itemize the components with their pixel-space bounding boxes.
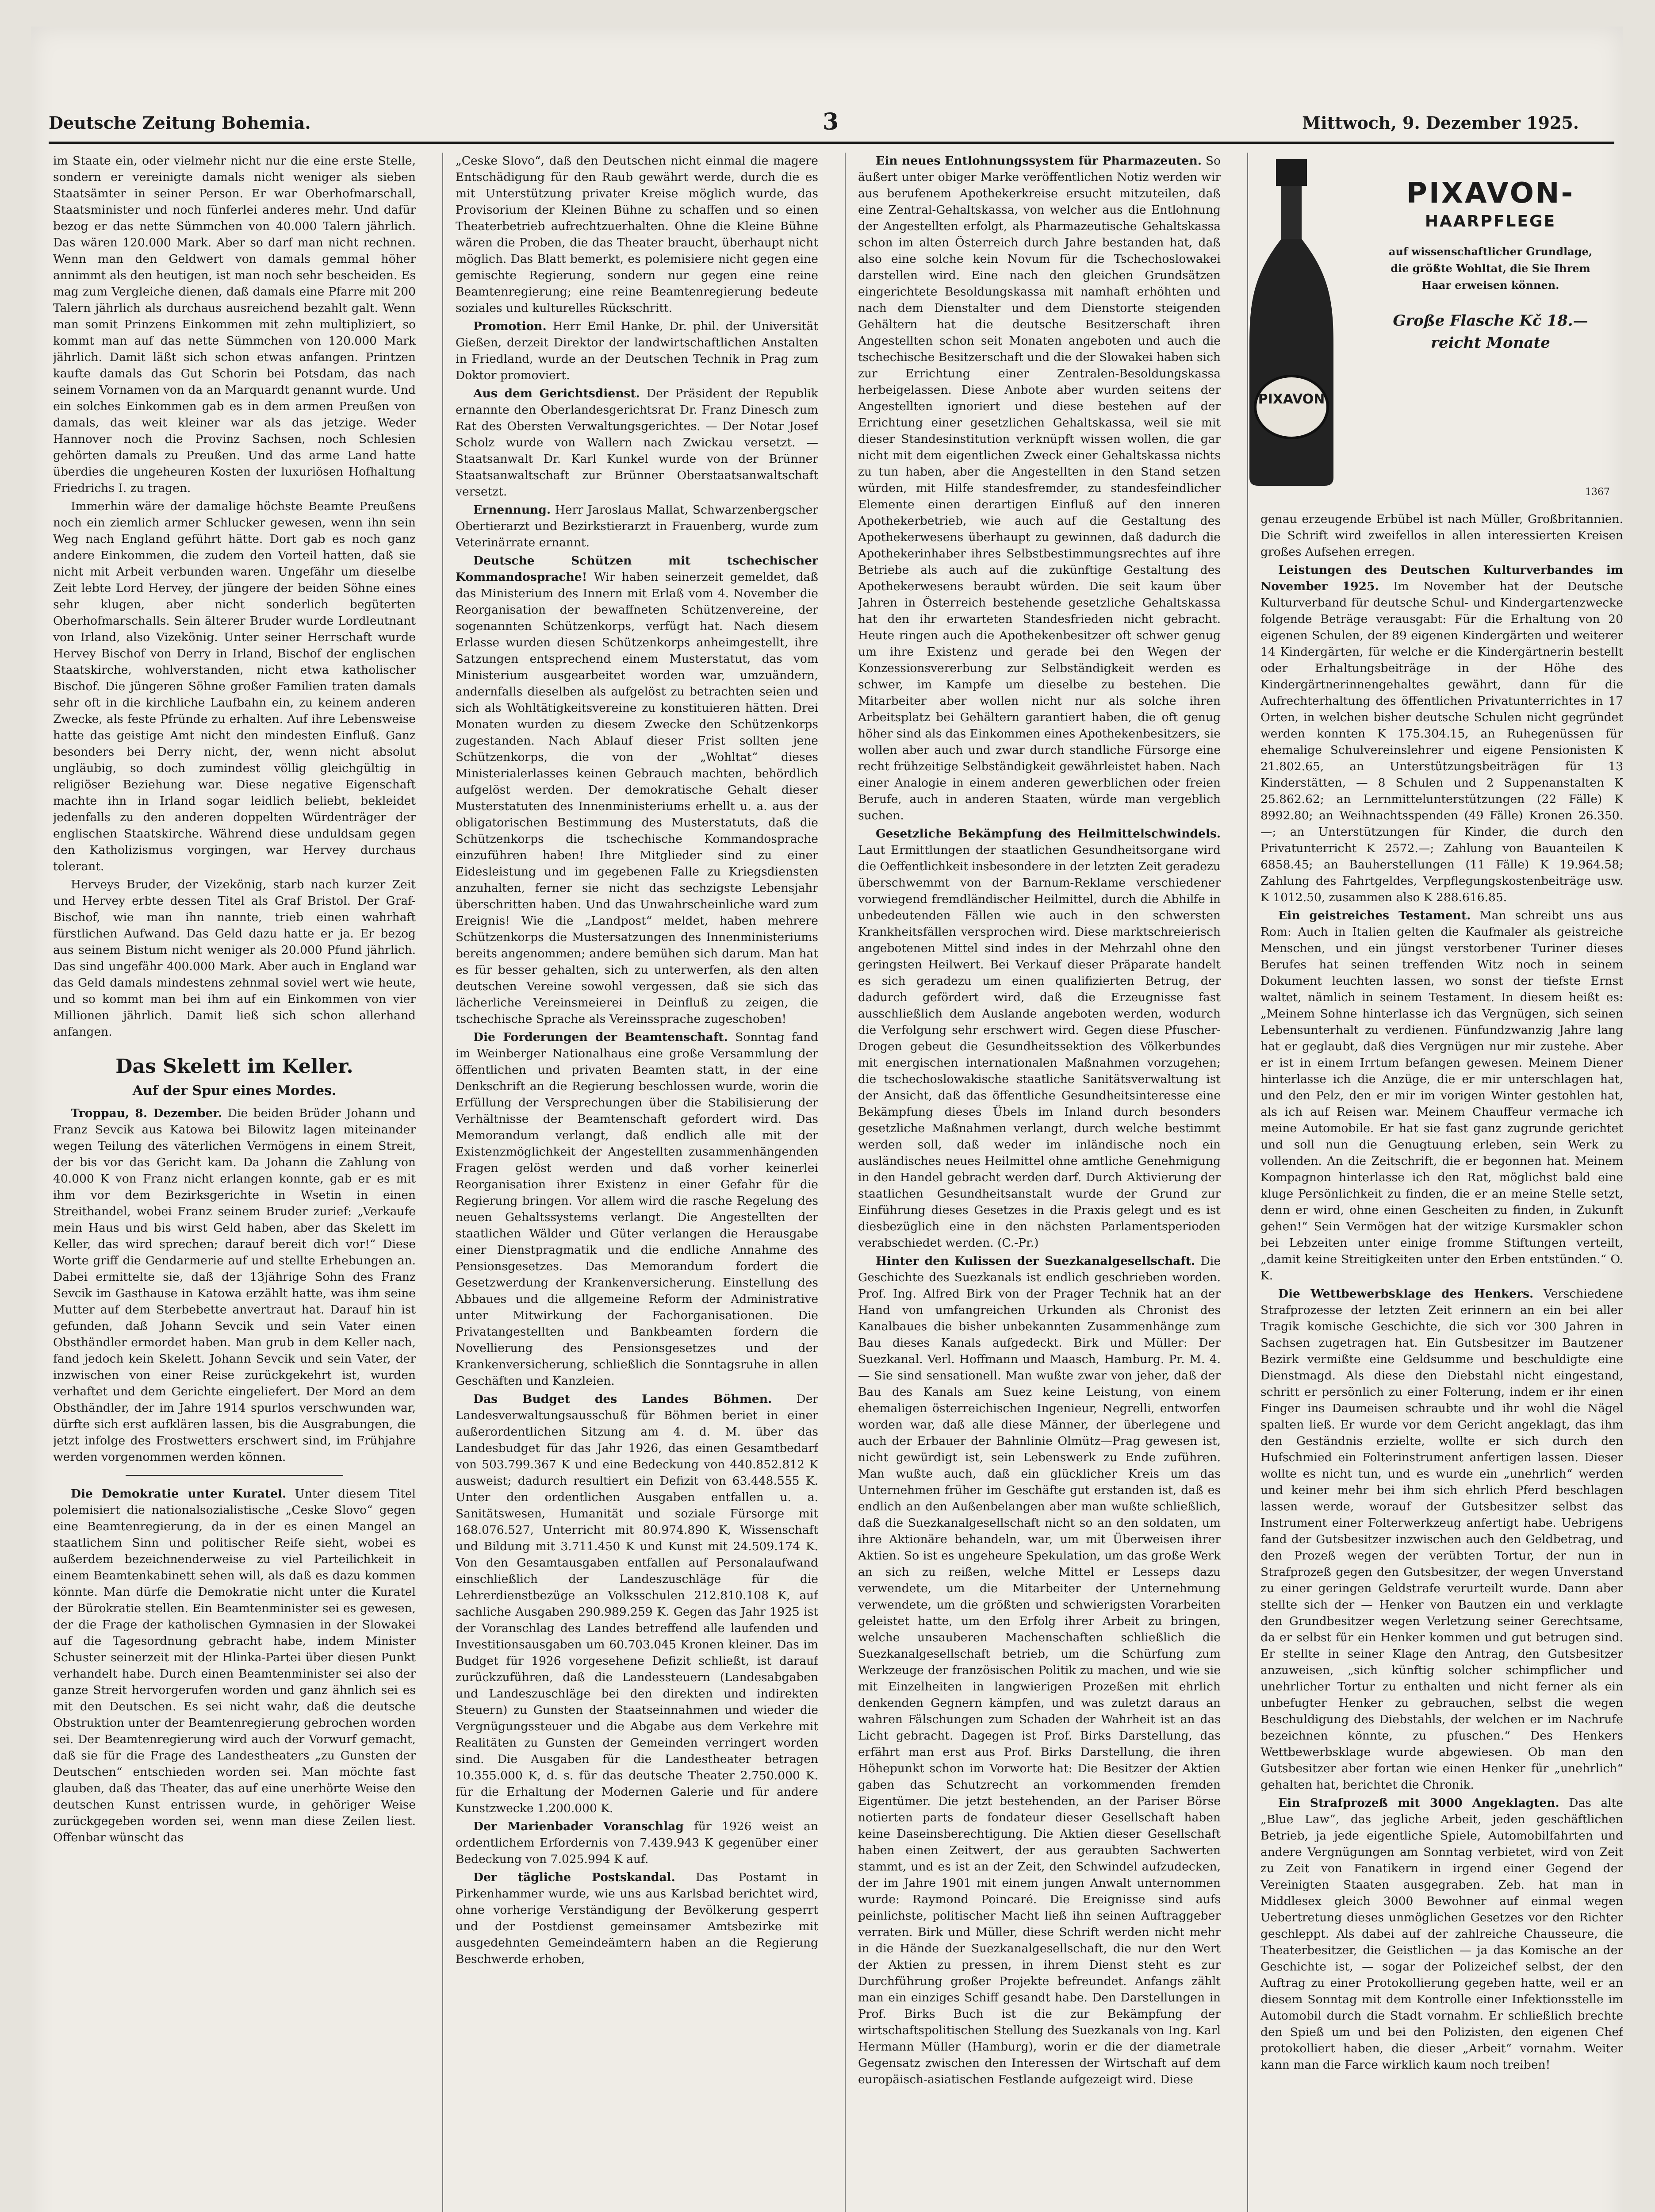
- ad-slogan-line: auf wissenschaftlicher Grundlage,: [1388, 245, 1593, 258]
- paragraph: [53, 1486, 416, 1846]
- section-head: Leistungen des Deutschen Kulturverbandes im November 1925.: [1260, 563, 1623, 593]
- issue-date: Mittwoch, 9. Dezember 1925.: [1302, 113, 1579, 133]
- ad-slogan-line: Haar erweisen können.: [1421, 279, 1559, 292]
- paragraph-text: Laut Ermittlungen der staatlichen Gesundheitsorgane wird die Oeffentlichkeit insbesondere in der letzten Zeit geradezu überschwemmt von der Barnum-Reklame verschiedener vorwiegend fremdländischer Heilmittel, durch die Abhilfe in unbedeutenden Fällen wie auch in den schwersten Krankheitsfällen versprochen wird. Diese marktschreierisch angebotenen Mittel sind indes in der Mehrzahl ohne den geringsten Heilwert. Bei Verkauf dieser Präparate handelt es sich geradezu um einen qualifizierten Betrug, der dadurch gefördert wird, daß die Erzeugnisse fast ausschließlich dem Auslande angeboten werden, wodurch die Verfolgung sehr erschwert wird. Gegen diese Pfuscher-Drogen gebeut die Gesundheitssektion des Völkerbundes mit energischen internationalen Maßnahmen vorzugehen; die tschechoslowakische staatliche Sanitätsverwaltung ist der Ansicht, daß das öffentliche Gesundheitsinteresse eine Bekämpfung dieses Übels im Inland durch besonders gesetzliche Maßnahmen verlangt, durch welche bestimmt werden soll, daß weder im inländische noch ein ausländisches neues Heilmittel ohne amtliche Genehmigung in den Handel gebracht werden darf. Durch Aktivierung der staatlichen Gesundheitsanstalt wurde der Grund zur Einführung dieses Gesetzes in die Praxis gelegt und es ist diesbezüglich eine in den nächsten Parlamentsperioden verabschiedet werden. (C.-Pr.): [858, 843, 1221, 1250]
- section-head: Die Forderungen der Beamtenschaft.: [473, 1030, 728, 1044]
- paragraph-text: Die beiden Brüder Johann und Franz Sevcik aus Katowa bei Bilowitz lagen miteinander wegen Teilung des väterlichen Vermögens in einem Streit, der bis vor das Gericht kam. Da Johann die Zahlung von 40.000 K von Franz nicht erlangen konnte, gab er es mit ihm vor dem Bezirksgerichte in Wsetin in einen Streithandel, wobei Franz seinem Bruder zurief: „Verkaufe mein Haus und bis wirst Geld haben, aber das Skelett im Keller, das wird sprechen; darauf bereit dich vor!“ Diese Worte griff die Gendarmerie auf und stellte Erhebungen an. Dabei ermittelte sie, daß der 13jährige Sohn des Franz Sevcik im Gasthause in Katowa erzählt hatte, was ihm seine Mutter auf dem Sterbebette anvertraut hat. Darauf hin ist gefunden, daß Johann Sevcik und sein Vater einen Obsthändler ermordet haben. Man grub in dem Keller nach, fand jedoch kein Skelett. Johann Sevcik und sein Vater, der inzwischen von einer Reise zurückgekehrt ist, wurden verhaftet und dem Gerichte eingeliefert. Der Mord an dem Obsthändler, der im Jahre 1914 spurlos verschwunden war, dürfte sich erst aufklären lassen, bis die Ausgrabungen, die jetzt infolge des Frostwetters erschwert sind, im Frühjahre werden vorgenommen werden können.: [53, 1106, 416, 1464]
- dateline: Troppau, 8. Dezember.: [71, 1106, 222, 1120]
- ad-slogan: [1367, 243, 1614, 294]
- paragraph: [456, 1391, 818, 1816]
- paragraph: [456, 502, 818, 551]
- ad-code: 1367: [1585, 487, 1610, 498]
- paragraph: [1260, 907, 1623, 1284]
- section-head: Gesetzliche Bekämpfung des Heilmittelschwindels.: [876, 827, 1221, 841]
- paragraph: [456, 1869, 818, 1967]
- paragraph: [456, 553, 818, 1027]
- paragraph: [53, 1105, 416, 1465]
- paragraph: [1260, 1795, 1623, 2073]
- paragraph-text: Der Präsident der Republik ernannte den Oberlandesgerichtsrat Dr. Franz Dinesch zum Rat des Obersten Verwaltungsgerichtes. — Der Notar Josef Scholz wurde von Wallern nach Zwickau versetzt. — Staatsanwalt Dr. Karl Kunkel wurde von der Brünner Staatsanwaltschaft zur Brünner Oberstaatsanwaltschaft versetzt.: [456, 387, 818, 499]
- paragraph-text: Der Landesverwaltungsausschuß für Böhmen beriet in einer außerordentlichen Sitzung am 4. d. M. über das Landesbudget für das Jahr 1926, das einen Gesamtbedarf von 503.799.367 K und eine Bedeckung von 440.852.812 K ausweist; dadurch resultiert ein Defizit von 63.448.555 K. Unter den ordentlichen Ausgaben entfallen u. a. Sanitätswesen, Humanität und soziale Fürsorge mit 168.076.527, Unterricht mit 80.974.890 K, Wissenschaft und Bildung mit 3.711.450 K und Kunst mit 24.509.174 K. Von den Gesamtausgaben entfallen auf Personalaufwand einschließlich der Landeszuschläge für die Lehrerdienstbezüge an Volksschulen 212.810.108 K, auf sachliche Ausgaben 290.989.259 K. Gegen das Jahr 1925 ist der Voranschlag des Landes betreffend alle laufenden und Investitionsausgaben um 60.703.045 Kronen kleiner. Das im Budget für 1926 vorgesehene Defizit schließt, ist darauf zurückzuführen, daß die Landessteuern (Landesabgaben und Landeszuschläge bei den direkten und indirekten Steuern) zu Gunsten der Staatseinnahmen und wieder die Vergnügungssteuer und die Abgabe aus dem Verkehre mit Realitäten zu Gunsten der Gemeinden verringert worden sind. Die Ausgaben für die Landestheater betragen 10.355.000 K, d. s. für das deutsche Theater 2.750.000 K. für die Erhaltung der Modernen Galerie und für andere Kunstzwecke 1.200.000 K.: [456, 1392, 818, 1815]
- bottle-illustration: [1245, 159, 1338, 487]
- paragraph: „Ceske Slovo“, daß den Deutschen nicht einmal die magere Entschädigung für den Raub gewährt werde, durch die es mit Unterstützung privater Kreise möglich wurde, das Provisorium der Kleinen Bühne zu schaffen und so einen Theaterbetrieb aufrechtzuerhalten. Ohne die Kleine Bühne wären die Proben, die das Theater braucht, überhaupt nicht möglich. Das Blatt bemerkt, es polemisiere nicht gegen eine gemischte Regierung, sondern nur gegen eine reine Beamtenregierung; eine reine Beamtenregierung bedeute soziales und kulturelles Rückschritt.: [456, 154, 818, 315]
- bottle-label: PIXAVON: [1258, 392, 1325, 407]
- ad-slogan-line: die größte Wohltat, die Sie Ihrem: [1391, 262, 1590, 275]
- paragraph-text: Man schreibt uns aus Rom: Auch in Italien gelten die Kaufmaler als geistreiche Menschen, und ein jüngst verstorbener Turiner dieses Berufes hat seinen treffenden Witz noch in seinem Dokument leuchten lassen, wo sonst der tiefste Ernst waltet, nämlich in seinem Testament. In diesem heißt es: „Meinem Sohne hinterlasse ich das Vergnügen, sich seinen Lebensunterhalt zu verdienen. Fünfundzwanzig Jahre lang hat er geglaubt, daß dies Vergnügen nur mir zustehe. Aber er ist in einem Irrtum befangen gewesen. Meinem Diener hinterlasse ich die Anzüge, die er mir unterschlagen hat, und den Pelz, den er mir im vorigen Winter gestohlen hat, als ich auf Reisen war. Meinem Chauffeur vermache ich meine Automobile. Er hat sie fast ganz zugrunde gerichtet und soll nun die Genugtuung erleben, sein Werk zu vollenden. An die Zeitschrift, die er begonnen hat. Meinem Kompagnon hinterlasse ich den Rat, möglichst bald eine kluge Persönlichkeit zu finden, die er an meine Stelle setzt, denn er wird, ohne einen Gescheiten zu finden, in Zukunft gehen!“ Sein Vermögen hat der witzige Kursmakler schon bei Lebzeiten unter einige fromme Stiftungen verteilt, „damit keine Streitigkeiten unter den Erben entstünden.“ O. K.: [1260, 909, 1623, 1283]
- section-head: Der tägliche Postskandal.: [473, 1870, 675, 1884]
- article-title: Das Skelett im Keller.: [115, 1055, 353, 1078]
- divider: [126, 1475, 343, 1476]
- paragraph: [1260, 562, 1623, 906]
- column-divider: [442, 153, 443, 2212]
- paragraph-text: für 1926 weist an ordentlichem Erfordernis von 7.439.943 K gegenüber einer Bedeckung von 7.025.994 K auf.: [456, 1820, 818, 1866]
- ad-subtitle: HAARPFLEGE: [1425, 212, 1556, 230]
- section-head: Ernennung.: [473, 503, 551, 517]
- ad-price-line: Große Flasche Kč 18.—: [1393, 312, 1588, 330]
- paragraph-text: Unter diesem Titel polemisiert die nationalsozialistische „Ceske Slovo“ gegen eine Beamtenregierung, da in der es einen Mangel an staatlichem Sinn und politischer Reife sieht, wobei es außerdem bezeichnenderweise zu viel Parteilichkeit in einem Beamtenkabinett sehen will, als daß es dazu kommen könnte. Man dürfe die Demokratie nicht unter die Kuratel der Bürokratie stellen. Ein Beamtenminister sei es gewesen, der die Frage der katholischen Gymnasien in der Slowakei auf die Tagesordnung gebracht habe, indem Minister Schuster seinerzeit mit der Hlinka-Partei über diesen Punkt verhandelt habe. Durch einen Beamtenminister sei also der ganze Streit hervorgerufen worden und ganz ähnlich sei es mit den Deutschen. Es sei nicht wahr, daß die deutsche Obstruktion unter der Beamtenregierung gebrochen worden sei. Der Beamtenregierung wird auch der Vorwurf gemacht, daß sie für die Frage des Landestheaters „zu Gunsten der Deutschen“ entschieden worden sei. Man möchte fast glauben, daß das Theater, das auf eine unerhörte Weise den deutschen Kunst entrissen wurde, in gehöriger Weise zurückgegeben worden sei, wenn man diese Zeilen liest. Offenbar wünscht das: [53, 1487, 416, 1844]
- paragraph-text: Wir haben seinerzeit gemeldet, daß das Ministerium des Innern mit Erlaß vom 4. November die Reorganisation der bewaffneten Schützenvereine, der sogenannten Schützenkorps, verfügt hat. Nach diesem Erlasse wurden diesen Schützenkorps anheimgestellt, ihre Satzungen entsprechend einem Musterstatut, das vom Ministerium ausgearbeitet worden war, umzuändern, andernfalls dieselben als aufgelöst zu betrachten seien und sich als Wohltätigkeitsvereine zu konstituieren hätten. Drei Monaten wurden zu diesem Zwecke den Schützenkorps zugestanden. Nach Ablauf dieser Frist sollten jene Schützenkorps, die von der „Wohltat“ dieses Ministerialerlasses keinen Gebrauch machten, behördlich aufgelöst werden. Der demokratische Gehalt dieser Musterstatuten des Innenministeriums erhellt u. a. aus der obligatorischen Bestimmung des Musterstatuts, daß die Schützenkorps die tschechische Kommandosprache einzuführen haben! Ihre Mitglieder sind zu einer Eidesleistung und im gegebenen Falle zu Kriegsdiensten anzuhalten, ferner sie nicht das sechzigste Lebensjahr überschritten haben. Und das Unwahrscheinliche ward zum Ereignis! Wie die „Landpost“ meldet, haben mehrere Schützenkorps die Mustersatzungen des Innenministeriums bereits angenommen; andere bemühen sich darum. Man hat es für besser gehalten, sich zu unterwerfen, als den alten deutschen Vereine sowohl vergessen, daß sie sich das lächerliche Vereinsmeierei in Deinfluß zu zeigen, die tschechische Sprache als Vereinssprache zugeschoben!: [456, 570, 818, 1026]
- paragraph: [858, 153, 1221, 824]
- column-divider: [845, 153, 846, 2212]
- section-head: Der Marienbader Voranschlag: [473, 1820, 684, 1833]
- paragraph: Herveys Bruder, der Vizekönig, starb nach kurzer Zeit und Hervey erbte dessen Titel als Graf Bristol. Der Graf-Bischof, wie man ihn nannte, trieb einen wahrhaft fürstlichen Aufwand. Das Geld dazu hatte er ja. Er bezog aus seinem Bistum nicht weniger als 20.000 Pfund jährlich. Das sind ungefähr 400.000 Mark. Aber auch in England war das Geld damals mindestens zehnmal soviel wert wie heute, und so kommt man bei ihm auf ein Einkommen von vier Millionen jährlich. Damit ließ sich schon allerhand anfangen.: [53, 878, 416, 1039]
- section-head: Ein neues Entlohnungssystem für Pharmazeuten.: [876, 154, 1202, 168]
- paragraph: [858, 1253, 1221, 2088]
- page-header: [49, 108, 1614, 139]
- column-4: [1260, 511, 1623, 2212]
- ad-price-line: reicht Monate: [1431, 334, 1550, 352]
- section-head: Deutsche Schützen mit tschechischer Kommandosprache!: [456, 554, 818, 584]
- paragraph: [456, 318, 818, 384]
- paragraph-text: Das Postamt in Pirkenhammer wurde, wie uns aus Karlsbad berichtet wird, ohne vorherige Verständigung der Bevölkerung gesperrt und der Postdienst gemeinsamer Amtsbezirke mit ausgedehnten Gemeindeämtern haben an die Regierung Beschwerde erhoben,: [456, 1870, 818, 1966]
- section-head: Ein Strafprozeß mit 3000 Angeklagten.: [1278, 1796, 1559, 1810]
- paragraph-text: So äußert unter obiger Marke veröffentlichen Notiz werden wir aus berufenem Apothekerkreise ersucht mitzuteilen, daß eine Zentral-Gehaltskassa, von welcher aus die Entlohnung der Angestellten erfolgt, als Pharmazeutische Gehaltskassa schon im alten Österreich durch Jahre bestanden hat, daß also eine solche kein Novum für die Tschechoslowakei darstellen wird. Eine nach den gleichen Grundsätzen eingerichtete Besoldungskassa mit namhaft erhöhten und nach dem Dienstalter und dem Dienstorte steigenden Gehältern hat die deutsche Besitzerschaft ihren Angestellten schon seit Monaten angeboten und auch die tschechische Besitzerschaft und die der Slowakei haben sich zur Errichtung einer Zentralen-Besoldungskassa herbeigelassen. Diese Anbote aber wurden seitens der Angestellten ignoriert und diese bestehen auf der Errichtung einer gesetzlichen Gehaltskassa, weil sie mit dieser Standesinstitution verknüpft wissen wollen, die gar nicht mit dem eigentlichen Zweck einer Gehaltskassa nichts zu tun haben, aber die Angestellten in den Stand setzen würden, mit Hilfe standesfremder, zu standesfeindlicher Elemente einen derartigen Einfluß auf den inneren Apothekerbetrieb, wie auch auf die Gestaltung des Apothekerwesens überhaupt zu gewinnen, daß dadurch die Apothekerinhaber ihres Selbstbestimmungsrechtes auf ihre Betriebe als auch auf die zukünftige Gestaltung des Apothekerwesens beraubt würden. Die seit kaum über Jahren in Österreich bestehende gesetzliche Gehaltskassa hat den ihr erwarteten Standesfrieden nicht gebracht. Heute ringen auch die Apothekenbesitzer oft schwer genug um ihre Existenz und gerade bei den Wegen der Konzessionsvererbung zur Selbständigkeit werden es schwer, im Kampfe um dieselbe zu bestehen. Die Mitarbeiter aber wollen nicht nur als solche ihren Arbeitsplatz bei Gehältern garantiert haben, die oft genug höher sind als das Einkommen eines Apothekenbesitzers, sie wollen aber auch und zwar durch standliche Fürsorge eine recht frühzeitige Selbständigkeit gewährleistet haben. Nach einer Analogie in einem anderen gewerblichen oder freien Berufe, auch in anderen Staaten, würde man vergeblich suchen.: [858, 154, 1221, 822]
- column-2: [456, 153, 818, 2212]
- section-head: Die Demokratie unter Kuratel.: [71, 1487, 287, 1501]
- paragraph: [456, 1818, 818, 1867]
- paragraph-text: Im November hat der Deutsche Kulturverband für deutsche Schul- und Kindergartenzwecke folgende Beträge verausgabt: Für die Erhaltung von 20 eigenen Schulen, der 89 eigenen Kindergärten und weiterer 14 Kindergärten, für welche er die Kindergärtnerin bestellt oder Erhaltungsbeiträge in der Höhe des Kindergärtnerinnengehaltes gewährt, dann für die Aufrechterhaltung des öffentlichen Privatunterrichtes in 17 Orten, in welchen bisher deutsche Schulen nicht gegründet werden konnten K 175.304.15, an Ruhegenüssen für ehemalige Schulvereinslehrer und eigene Pensionisten K 21.802.65, an Unterstützungsbeiträgen für 13 Kinderstätten, — 8 Schulen und 2 Suppenanstalten K 25.862.62; an Lernmittelunterstützungen (22 Fälle) K 8992.80; an Weihnachtsspenden (49 Fälle) Kronen 26.350.—; an Unterstützungen für Kinder, die durch den Privatunterricht K 2572.—; Zahlung von Bauanteilen K 6858.45; an Bauherstellungen (11 Fälle) K 19.964.58; Zahlung des Fahrtgeldes, Verpflegungskostenbeiträge usw. K 1012.50, zusammen also K 288.616.85.: [1260, 580, 1623, 904]
- paragraph-text: Herr Emil Hanke, Dr. phil. der Universität Gießen, derzeit Direktor der landwirtschaftlichen Anstalten in Friedland, wurde an der Deutschen Technik in Prag zum Doktor promoviert.: [456, 319, 818, 382]
- ad-title: PIXAVON-: [1406, 177, 1575, 210]
- section-head: Ein geistreiches Testament.: [1278, 909, 1471, 922]
- paragraph: genau erzeugende Erbübel ist nach Müller, Großbritannien. Die Schrift wird zweifellos in allen interessierten Kreisen großes Aufsehen erregen.: [1260, 512, 1623, 559]
- paragraph-text: Sonntag fand im Weinberger Nationalhaus eine große Versammlung der öffentlichen und privaten Beamten statt, in der eine Denkschrift an die Regierung beschlossen wurde, worin die Erfüllung der Versprechungen über die Stabilisierung der Verhältnisse der Beamtenschaft gefordert wird. Das Memorandum verlangt, daß endlich alle mit der Existenzmöglichkeit der Angestellten zusammenhängenden Fragen gelöst werden und daß vorher keinerlei Reorganisation ihrer Existenz in einer Gefahr für die Regierung bringen. Vor allem wird die rasche Regelung des neuen Gehaltssystems verlangt. Die Angestellten der staatlichen Wälder und Güter verlangen die Herausgabe einer Dienstpragmatik und die endliche Annahme des Pensionsgesetzes. Das Memorandum fordert die Gesetzwerdung der Krankenversicherung. Einstellung des Abbaues und die allgemeine Reform der Administrative unter Mitwirkung der Fachorganisationen. Die Privatangestellten und Bankbeamten fordern die Novellierung des Pensionsgesetzes und der Krankenversicherung, schließlich die Sonntagsruhe in allen Geschäften und Kanzleien.: [456, 1030, 818, 1388]
- pixavon-advertisement: [1234, 150, 1614, 498]
- article-subtitle: Auf der Spur eines Mordes.: [132, 1083, 337, 1098]
- paragraph: [456, 1029, 818, 1389]
- paragraph-text: Das alte „Blue Law“, das jegliche Arbeit, jeden geschäftlichen Betrieb, ja jede eigentliche Spiele, Automobilfahrten und andere Vergnügungen am Sonntag verbietet, wird von Zeit zu Zeit von Fanatikern in irgend einer Gegend der Vereinigten Staaten ausgegraben. Zeb. hat man in Middlesex gleich 3000 Bewohner auf einmal wegen Uebertretung dieses unmöglichen Gesetzes vor den Richter geschleppt. Als dabei auf der zahlreiche Chausseure, die Theaterbesitzer, die Geistlichen — ja das Komische an der Geschichte ist, — sogar der Polizeichef selbst, der den Auftrag zu einer Protokollierung gegeben hatte, weil er an diesem Sonntag mit dem Kontrolle einer Infektionsstelle im Automobil durch die Stadt vornahm. Er schließlich brechte den Spieß um und bei den Polizisten, den eigenen Chef protokolliert haben, die dieser „Arbeit“ vornahm. Weiter kann man die Farce wirklich kaum noch treiben!: [1260, 1796, 1623, 2072]
- column-1: [53, 153, 416, 2212]
- section-head: Hinter den Kulissen der Suezkanalgesellschaft.: [876, 1254, 1195, 1268]
- paragraph: Immerhin wäre der damalige höchste Beamte Preußens noch ein ziemlich armer Schlucker gewesen, wenn ihn sein Weg nach England geführt hätte. Dort gab es noch ganz andere Einkommen, die zudem den Vorteil hatten, daß sie nicht mit Arbeit verbunden waren. Ungefähr um dieselbe Zeit lebte Lord Hervey, der jüngere der beiden Söhne eines sehr klugen, aber nicht sonderlich begüterten Oberhofmarschalls. Sein älterer Bruder wurde Lordleutnant von Irland, also Vizekönig. Unter seiner Herrschaft wurde Hervey Bischof von Derry in Irland, Bischof der englischen Staatskirche, wohlverstanden, nicht etwa katholischer Bischof. Die jüngeren Söhne großer Familien traten damals sehr oft in die kirchliche Laufbahn ein, zu keinem anderen Zwecke, als feste Pfründe zu erhalten. Auf ihre Lebensweise hatte das geistige Amt nicht den mindesten Einfluß. Ganz besonders bei Derry nicht, der, wenn nicht absolut ungläubig, so doch zumindest völlig gleichgültig in religiöser Beziehung war. Diese negative Eigenschaft machte ihn in Irland sogar leidlich beliebt, bekleidet jedenfalls zu den anderen doppelten Würdenträger der englischen Staatskirche. Während diese unduldsam gegen den Katholizismus vorgingen, war Hervey durchaus tolerant.: [53, 499, 416, 873]
- masthead: Deutsche Zeitung Bohemia.: [49, 113, 311, 133]
- section-head: Das Budget des Landes Böhmen.: [473, 1392, 772, 1406]
- page-number: 3: [823, 108, 839, 135]
- paragraph: [1260, 1286, 1623, 1793]
- header-rule: [49, 142, 1614, 144]
- section-head: Promotion.: [473, 319, 547, 333]
- section-head: Aus dem Gerichtsdienst.: [473, 387, 640, 400]
- column-3: [858, 153, 1221, 2212]
- paragraph-text: Verschiedene Strafprozesse der letzten Zeit erinnern an ein bei aller Tragik komische Geschichte, die sich vor 300 Jahren in Sachsen zugetragen hat. Ein Gutsbesitzer im Bautzener Bezirk vermißte eine Geldsumme und beschuldigte eine Dienstmagd. Als diese den Diebstahl nicht eingestand, schritt er persönlich zu einer Folterung, indem er ihr einen Finger ins Daumeisen schraubte und ihr wohl die Nägel spalten ließ. Er wurde vor dem Gericht angeklagt, das ihm den Geständnis erzielte, wollte er sich durch den Hufschmied ein Folterinstrument anfertigen lassen. Dieser wollte es nicht tun, und es wurde ein „unehrlich“ werden und keiner mehr bei ihm sich ehrlich Pferd beschlagen lassen werde, worauf der Gutsbesitzer selbst das Instrument einer Folterwerkzeug anfertigt habe. Uebrigens fand der Gutsbesitzer inzwischen auch den Geldbetrag, und den Prozeß wegen der verübten Tortur, der nun in Strafprozeß gegen den Gutsbesitzer, der wegen Unverstand zu einer geringen Geldstrafe verurteilt wurde. Dann aber stellte sich der — Henker von Bautzen ein und verklagte den Grundbesitzer wegen Verletzung seiner Gerechtsame, da er selbst für ein Henker kommen und gut betrugen sind. Er stellte in seiner Klage den Antrag, den Gutsbesitzer anzuweisen, „sich künftig solcher schimpflicher und unehrlicher Tortur zu enthalten und nicht ferner als ein unbefugter Henker zu gebrauchen, selbst die wegen Beschuldigung des Diebstahls, der welchen er im Nachrufe bezeichnen könnte, zu pfuschen.“ Des Henkers Wettbewerbsklage wurde abgewiesen. Ob man den Gutsbesitzer aber fortan wie einen Henker für „unehrlich“ gehalten hat, berichtet die Chronik.: [1260, 1287, 1623, 1792]
- paragraph: [456, 385, 818, 500]
- section-head: Die Wettbewerbsklage des Henkers.: [1278, 1287, 1534, 1301]
- paragraph: im Staate ein, oder vielmehr nicht nur die eine erste Stelle, sondern er vereinigte damals nicht weniger als sieben Staatsämter in seiner Person. Er war Oberhofmarschall, Staatsminister und noch fünferlei anderes mehr. Und dafür bezog er das nette Sümmchen von 40.000 Talern jährlich. Das wären 120.000 Mark. Aber so darf man nicht rechnen. Wenn man den Geldwert von damals gemmal höher annimmt als den heutigen, ist man noch sehr bescheiden. Es mag zum Vergleiche dienen, daß damals eine Pfarre mit 200 Talern jährlich als durchaus ausreichend bezahlt galt. Wenn man somit Prinzens Einkommen mit zehn multipliziert, so kommt man auf das nette Sümmchen von 120.000 Mark jährlich. Damit läßt sich schon etwas anfangen. Printzen kaufte damals das Gut Schorin bei Potsdam, das nach seinem Vornamen von da an Marquardt genannt wurde. Und ein solches Einkommen gab es in dem armen Preußen von damals, das weit kleiner war als das jetzige. Weder Hannover noch die Provinz Sachsen, noch Schlesien gehörten damals zu Preußen. Und das arme Land hatte überdies die ungeheuren Kosten der luxuriösen Hofhaltung Friedrichs I. zu tragen.: [53, 154, 416, 495]
- paragraph-text: Herr Jaroslaus Mallat, Schwarzenbergscher Obertierarzt und Bezirkstierarzt in Frauenberg, wurde zum Veterinärrate ernannt.: [456, 503, 818, 549]
- paragraph: [858, 826, 1221, 1251]
- paragraph-text: Die Geschichte des Suezkanals ist endlich geschrieben worden. Prof. Ing. Alfred Birk von der Prager Technik hat an der Hand von umfangreichen Urkunden als Chronist des Kanalbaues die bisher unbekannten Zusammenhänge zum Bau dieses Kanals aufgedeckt. Birk und Müller: Der Suezkanal. Verl. Hoffmann und Maasch, Hamburg. Pr. M. 4.— Sie sind sensationell. Man wußte zwar von jeher, daß der Bau des Kanals am Suez keine Leistung, von einem ehemaligen österreichischen Ingenieur, Negrelli, entworfen worden war, daß alle diese Männer, der überlegene und auch der Erbauer der Bahnlinie Olmütz—Prag gewesen ist, nicht gewürdigt ist, sein Lebenswerk zu Ende zuführen. Man wußte auch, daß ein glücklicher Kreis um das Unternehmen früher im Geschäfte gut erstanden ist, daß es endlich an den Außenbelangen aber man wußte schließlich, daß die Suezkanalgesellschaft nicht so an den soldaten, um ihre Aktionäre behandeln, war, um mit Überweisen ihrer Aktien. So ist es ungeheure Spekulation, um das große Werk an sich zu reißen, welche Mittel er Lesseps dazu verwendete, um die Mitarbeiter der Unternehmung verwendete, um die größten und schwierigsten Vorarbeiten geleistet hatte, um den Erfolg ihrer Arbeit zu bringen, welche unsauberen Machenschaften schließlich die Suezkanalgesellschaft betrieb, um die Schürfung zum Werkzeuge der französischen Politik zu machen, und wie sie mit Einzelheiten in langwierigen Prozeßen mit ehrlich denkenden Gegnern kämpfen, und was zuletzt daraus an wahren Fälschungen zum Schaden der Wahrheit ist an das Licht gebracht. Dagegen ist Prof. Birks Darstellung, das erfährt man erst aus Prof. Birks Darstellung, die ihren Höhepunkt schon im Vorworte hat: Die Besitzer der Aktien gaben das Schutzrecht an vorkommenden fremden Eigentümer. Die jetzt bestehenden, an der Pariser Börse notierten parts de fondateur dieser Gesellschaft haben keine Daseinsberechtigung. Die Aktien dieser Gesellschaft haben einen Zeitwert, der aus geraubten Sachwerten stammt, und es ist an der Zeit, den Schwindel aufzudecken, der im Jahre 1901 mit einem jungen Anwalt unternommen wurde: Raymond Poincaré. Die Ereignisse sind aufs peinlichste, politischer Macht ließ ihn seinen Auftraggeber verraten. Birk und Müller, diese Schrift werden nicht mehr in die Hände der Suezkanalgesellschaft, die nur den Wert der Aktien zu pressen, in ihrem Dienst steht es zur Durchführung großer Projekte befreundet. Anfangs zählt man ein einziges Schiff gesandt habe. Den Darstellungen in Prof. Birks Buch ist die zur Bekämpfung der wirtschaftspolitischen Stellung des Suezkanals von Ing. Karl Hermann Müller (Hamburg), worin er die der diametrale Gegensatz zwischen den Interessen der Wirtschaft auf dem europäisch-asiatischen Festlande aufgezeigt wird. Diese: [858, 1254, 1221, 2086]
- ad-price: [1367, 310, 1614, 354]
